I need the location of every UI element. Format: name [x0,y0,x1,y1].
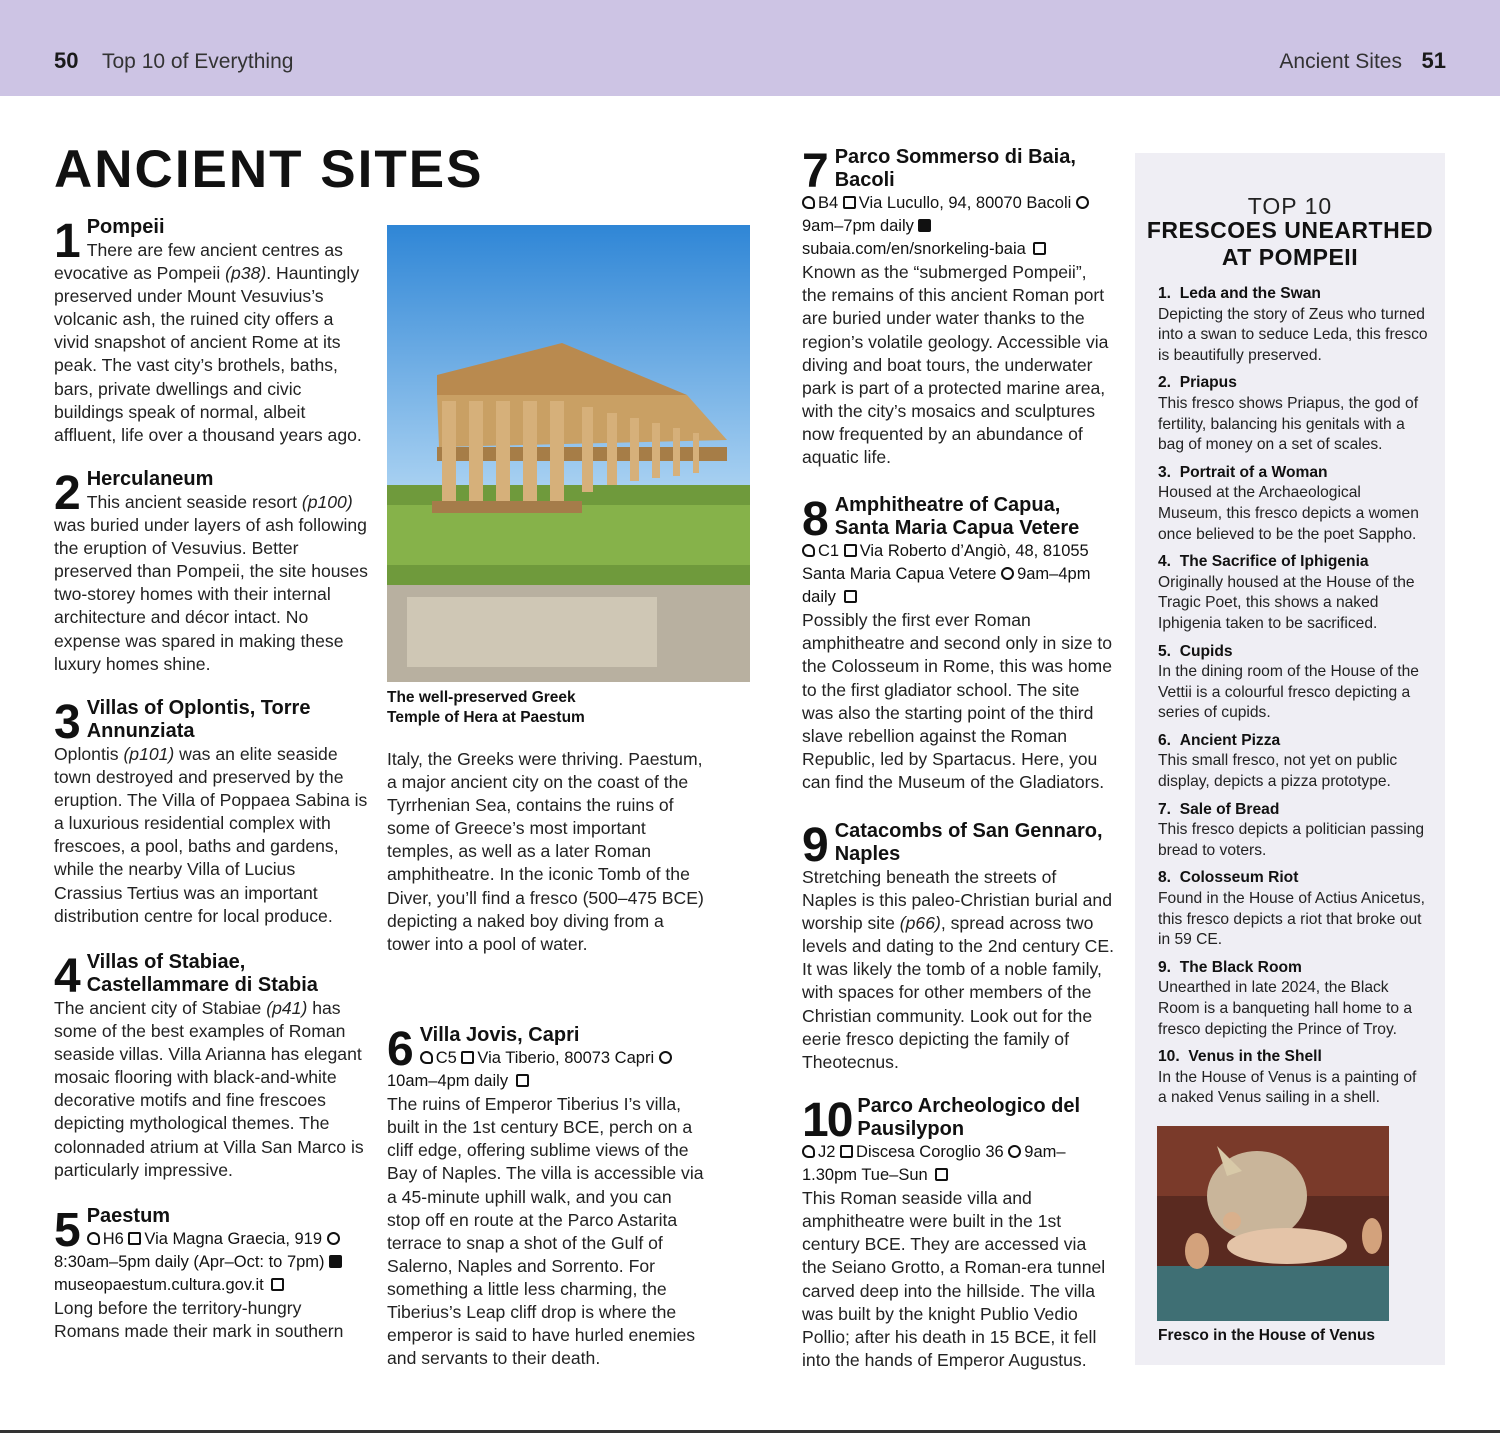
entry-catacombs-san-gennaro [802,820,1114,1095]
accessibility-icon [271,1278,284,1291]
entry-text: There are few ancient centres as evocative as Pompeii (p38). Hauntingly preserved under Mount Vesuvius’s volcanic ash, the ruined city offers a vivid snapshot of ancient Rome at its peak. The vast city’s brothels, baths, bars, private dwellings and civic buildings speak of normal, albeit affluent, life over a thousand years ago. [54,240,362,445]
sidebar-list-item [1158,800,1428,862]
entry-text: Known as the “submerged Pompeii”, the remains of this ancient Roman port are buried under water thanks to the region’s volatile geology. Accessible via diving and boat tours, the underwater park is part of a protected marine area, with the city’s mosaics and sculptures now frequented by an abundance of aquatic life. [802,262,1109,468]
accessibility-icon [935,1168,948,1181]
photo-caption: The well-preserved Greek Temple of Hera at Paestum [387,689,585,726]
sidebar-list-item [1158,463,1428,545]
entry-text: This Roman seaside villa and amphitheatre were built in the 1st century BCE. They are accessed via the Seiano Grotto, a Roman-era tunnel carved deep into the hillside. The villa was built by the knight Publio Vedio Pollio; after his death in 15 BCE, it fell into the hands of Emperor Augustus. [802,1188,1106,1370]
left-section-title: Top 10 of Everything [102,50,294,73]
entry-number: 6 [387,1023,414,1076]
entry-text-continued: Italy, the Greeks were thriving. Paestum, a major ancient city on the coast of the Tyrrhenian Sea, contains the ruins of some of Greece’s most important temples, as well as a later Roman amphitheatre. In the iconic Tomb of the Diver, you’ll find a fresco (500–475 BCE) depicting a naked boy diving from a tower into a pool of water. [387,749,704,954]
entry-number: 1 [54,215,81,268]
entry-title: Catacombs of San Gennaro, Naples [834,820,1103,865]
sidebar-list [1158,284,1428,1116]
address-icon [461,1051,474,1064]
entry-oplontis [54,697,368,951]
sidebar-item-text: This fresco depicts a politician passing bread to voters. [1158,821,1425,859]
page-title: ANCIENT SITES [54,140,484,199]
sidebar-item-title: 3. Portrait of a Woman [1158,463,1328,481]
entry-pausilypon [802,1095,1114,1372]
column-2 [387,748,705,1370]
sidebar-item-title: 4. The Sacrifice of Iphigenia [1158,553,1369,571]
entry-title: Parco Archeologico del Pausilypon [857,1095,1081,1140]
entry-text: The ancient city of Stabiae (p41) has some of the best examples of Roman seaside villas. Villa Arianna has elegant mosaic flooring with black-and-white decorative motifs and fine frescoes depicting mythological themes. The colonnaded atrium at Villa San Marco is particularly impressive. [54,998,364,1180]
sidebar-list-item [1158,642,1428,724]
sidebar-item-text: This fresco shows Priapus, the god of fertility, balancing his genitals with a bag of money on a set of scales. [1158,394,1419,454]
clock-icon [659,1051,672,1064]
fresco-caption: Fresco in the House of Venus [1158,1327,1376,1344]
top10-sidebar [1135,153,1445,1365]
accessibility-icon [516,1074,529,1087]
entry-number: 4 [54,950,81,1003]
entry-info: C1 Via Roberto d’Angiò, 48, 81055 Santa Maria Capua Vetere 9am–4pm daily [802,542,1091,607]
entry-title: Pompeii [86,216,165,238]
entry-title: Parco Sommerso di Baia, Bacoli [834,146,1076,191]
sidebar-item-title: 6. Ancient Pizza [1158,731,1281,749]
entry-text: Stretching beneath the streets of Naples is this paleo-Christian burial and worship site (p66), spread across two levels and dating to the 2nd century CE. It was likely the tomb of a noble family, with spaces for other members of the Christian community. Look out for the eerie fresco depicting the family of Theotecnus. [802,867,1114,1072]
website-link[interactable]: museopaestum.cultura.gov.it [54,1276,264,1295]
address-icon [843,196,856,209]
right-section-title: Ancient Sites [1279,50,1402,73]
sidebar-item-title: 7. Sale of Bread [1158,800,1280,818]
sidebar-item-text: In the House of Venus is a painting of a naked Venus sailing in a shell. [1158,1068,1417,1107]
sidebar-item-text: Originally housed at the House of the Tragic Poet, this shows a naked Iphigenia taken to be sacrificed. [1158,573,1415,632]
sidebar-list-item [1158,1047,1428,1109]
sidebar-list-item [1158,284,1428,366]
entry-text: The ruins of Emperor Tiberius I’s villa, built in the 1st century BCE, perch on a cliff edge, offering sublime views of the Bay of Naples. The villa is accessible via a 45-minute uphill walk, and you can stop off en route at the Parco Astarita terrace to snap a shot of the Gulf of Salerno, Naples and Sorrento. For something a little less charming, the Tiberius’s Leap cliff drop is where the emperor is said to have hurled enemies and servants to their death. [387,1094,704,1369]
entry-text: Long before the territory-hungry Romans made their mark in southern [54,1298,344,1342]
sidebar-list-item [1158,373,1428,455]
sidebar-list-item [1158,868,1428,950]
venus-fresco-image [1157,1126,1389,1321]
sidebar-item-title: 5. Cupids [1158,642,1233,660]
entry-villa-jovis [387,1024,705,1370]
entry-info: C5 Via Tiberio, 80073 Capri 10am–4pm daily [387,1047,705,1093]
page-ref: (p38) [225,263,267,284]
sidebar-item-text: This small fresco, not yet on public display, depicts a pizza prototype. [1158,752,1398,791]
clock-icon [1008,1145,1021,1158]
sidebar-item-text: Depicting the story of Zeus who turned into a swan to seduce Leda, this fresco is beautifully preserved. [1158,305,1428,364]
sidebar-list-item [1158,958,1428,1040]
entry-amphitheatre-capua [802,494,1114,820]
entry-paestum [54,1205,368,1343]
website-icon [329,1255,342,1268]
clock-icon [1076,196,1089,209]
clock-icon [1001,567,1014,580]
page-ref: (p66) [899,913,941,934]
sidebar-item-text: In the dining room of the House of the Vettii is a colourful fresco depicting a series of cupids. [1158,663,1419,722]
entry-text: Oplontis (p101) was an elite seaside town destroyed and preserved by the eruption. The Villa of Poppaea Sabina is a luxurious residential complex with frescoes, a pool, baths and gardens, while the nearby Villa of Lucius Crassius Tertius was an important distribution centre for local produce. [54,744,368,926]
address-icon [840,1145,853,1158]
sidebar-item-title: 10. Venus in the Shell [1158,1048,1322,1066]
entry-info: J2 Discesa Coroglio 36 9am–1.30pm Tue–Sun [802,1143,1066,1185]
page-ref: (p41) [266,998,308,1018]
entry-title: Paestum [86,1205,171,1227]
column-3 [802,146,1114,1372]
entry-text: Possibly the first ever Roman amphitheatre and second only in size to the Colosseum in Rome, this was home to the first gladiator school. The site was also the starting point of the third slave rebellion against the Roman Republic, led by Spartacus. Here, you can find the Museum of the Gladiators. [802,610,1113,792]
left-page-number: 50 [54,48,79,73]
map-pin-icon [802,196,815,209]
map-pin-icon [802,1145,815,1158]
sidebar-item-text: Unearthed in late 2024, the Black Room is a banqueting hall home to a fresco depicting the Prince of Troy. [1158,979,1412,1038]
website-link[interactable]: subaia.com/en/snorkeling-baia [802,240,1026,259]
website-icon [918,219,931,232]
right-page-number: 51 [1421,48,1446,73]
sidebar-list-item [1158,552,1428,634]
accessibility-icon [1033,242,1046,255]
entry-number: 10 [802,1094,852,1147]
entry-title: Villas of Stabiae, Castellammare di Stabia [86,951,318,996]
sidebar-list-item [1158,731,1428,793]
page-header [0,0,1500,96]
temple-of-hera-photo [387,225,750,682]
sidebar-item-title: 8. Colosseum Riot [1158,869,1299,887]
entry-number: 2 [54,467,81,520]
sidebar-title: FRESCOES UNEARTHED AT POMPEII [1146,217,1434,270]
address-icon [128,1232,141,1245]
entry-info: B4 Via Lucullo, 94, 80070 Bacoli 9am–7pm daily subaia.com/en/snorkeling-baia [802,192,1114,261]
entry-number: 5 [54,1204,81,1257]
entry-text: This ancient seaside resort (p100) was buried under layers of ash following the eruption of Vesuvius. Better preserved than Pompeii, the site houses two-storey homes with their internal architecture and décor intact. No expense was spared in making these luxury homes shine. [54,492,368,674]
venus-fresco-illustration [1157,1126,1389,1321]
sidebar-item-title: 2. Priapus [1158,374,1237,392]
entry-number: 3 [54,696,81,749]
map-pin-icon [802,544,815,557]
entry-info: H6 Via Magna Graecia, 919 8:30am–5pm daily (Apr–Oct: to 7pm) museopaestum.cultura.gov.it [54,1228,368,1297]
entry-pompeii [54,216,368,468]
entry-title: Amphitheatre of Capua, Santa Maria Capua Vetere [834,494,1080,539]
entry-parco-sommerso [802,146,1114,494]
entry-herculaneum [54,468,368,697]
entry-title: Herculaneum [86,468,214,490]
map-pin-icon [420,1051,433,1064]
sidebar-kicker: TOP 10 [1247,193,1333,219]
entry-stabiae [54,951,368,1205]
sidebar-item-title: 1. Leda and the Swan [1158,285,1321,302]
entry-number: 8 [802,493,829,546]
sidebar-item-text: Found in the House of Actius Anicetus, this fresco depicts a riot that broke out in 59 CE. [1158,890,1425,949]
sidebar-item-title: 9. The Black Room [1158,958,1302,976]
address-icon [844,544,857,557]
map-pin-icon [87,1232,100,1245]
clock-icon [327,1232,340,1245]
temple-photo-illustration [387,225,750,682]
sidebar-item-text: Housed at the Archaeological Museum, this fresco depicts a women once believed to be the poet Sappho. [1158,484,1419,543]
page-ref: (p100) [301,492,353,512]
entry-title: Villa Jovis, Capri [419,1024,580,1046]
entry-number: 7 [802,145,829,198]
entry-number: 9 [802,819,829,872]
column-1 [54,216,368,1343]
entry-title: Villas of Oplontis, Torre Annunziata [86,697,311,742]
accessibility-icon [844,590,857,603]
page-ref: (p101) [123,744,175,764]
